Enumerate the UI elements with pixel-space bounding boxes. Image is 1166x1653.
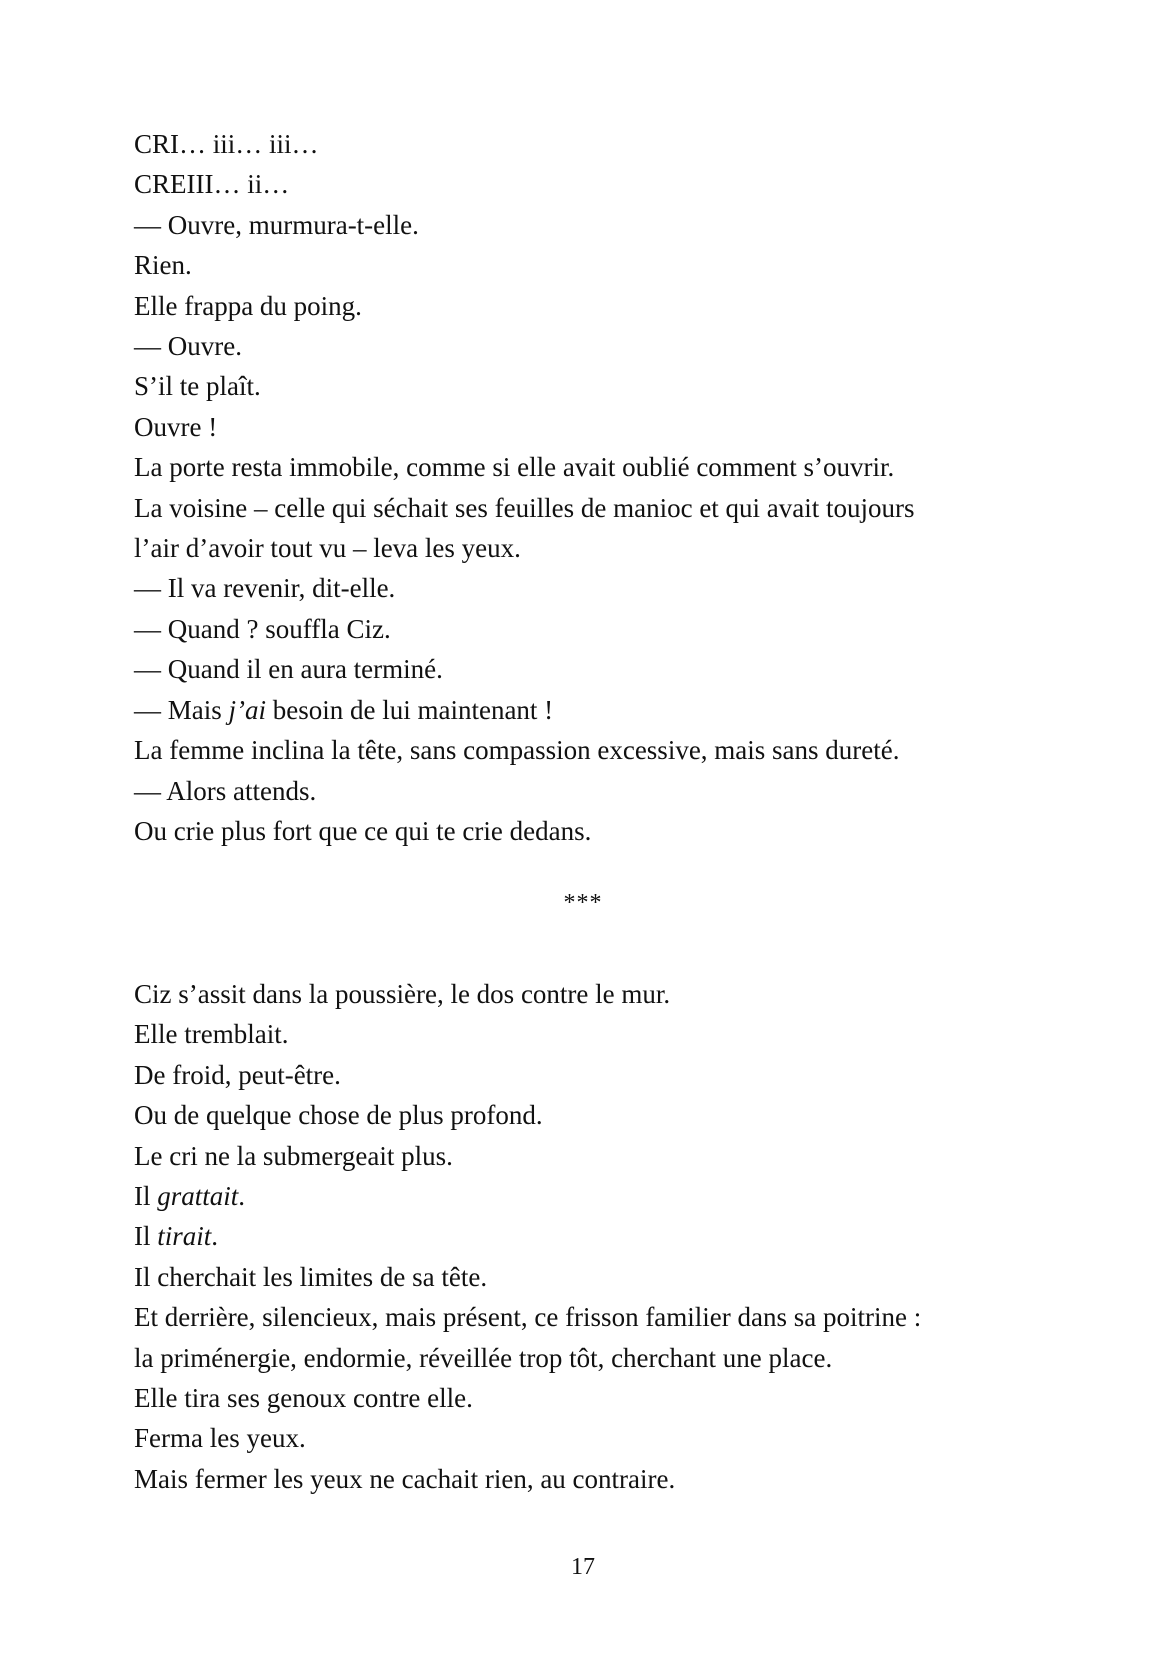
text-line-with-emphasis <box>134 690 1054 730</box>
text-line: La femme inclina la tête, sans compassion excessive, mais sans dureté. <box>134 735 900 766</box>
text-line: Ferma les yeux. <box>134 1423 306 1454</box>
text-line: — Alors attends. <box>134 775 317 806</box>
text-line-with-emphasis <box>134 1216 1054 1256</box>
text-line: Ciz s’assit dans la poussière, le dos contre le mur. <box>134 979 671 1009</box>
page-number: 17 <box>571 1554 595 1580</box>
text-line: De froid, peut-être. <box>134 1059 341 1090</box>
text-line: Elle frappa du poing. <box>134 290 362 321</box>
text-line: CREIII… ii… <box>134 169 290 200</box>
text-line: — Il va revenir, dit-elle. <box>134 573 396 604</box>
text-line: — Quand il en aura terminé. <box>134 654 443 685</box>
section-separator: *** <box>563 890 603 916</box>
text-line: — Quand ? souffla Ciz. <box>134 613 391 644</box>
emphasis-text: grattait <box>157 1181 239 1212</box>
text-line-with-emphasis <box>134 1176 1054 1216</box>
emphasis-text: j’ai <box>228 694 266 725</box>
text-line: Et derrière, silencieux, mais présent, ce frisson familier dans sa poitrine : <box>134 1302 922 1333</box>
text-line: La voisine – celle qui séchait ses feuilles de manioc et qui avait toujours <box>134 492 915 523</box>
text-line: Mais fermer les yeux ne cachait rien, au contraire. <box>134 1463 676 1494</box>
text-line: Elle tremblait. <box>134 1019 289 1050</box>
text-line: Ouvre ! <box>134 411 218 442</box>
text-line: Il cherchait les limites de sa tête. <box>134 1261 488 1292</box>
text-line: CRI… iii… iii… <box>134 129 319 159</box>
section-1 <box>134 124 1054 851</box>
text-line: Ou crie plus fort que ce qui te crie dedans. <box>134 815 592 846</box>
text-segment: . <box>238 1181 246 1212</box>
text-line: — Ouvre, murmura-t-elle. <box>134 209 419 240</box>
text-line: S’il te plaît. <box>134 371 261 402</box>
text-line: l’air d’avoir tout vu – leva les yeux. <box>134 533 521 564</box>
text-line: — Ouvre. <box>134 331 242 362</box>
text-line: La porte resta immobile, comme si elle avait oublié comment s’ouvrir. <box>134 452 895 483</box>
emphasis-text: tirait <box>157 1221 212 1252</box>
text-segment: . <box>211 1221 219 1252</box>
text-line: Elle tira ses genoux contre elle. <box>134 1383 473 1414</box>
text-line: Rien. <box>134 250 192 281</box>
text-segment: besoin de lui maintenant ! <box>266 694 554 725</box>
text-line: Le cri ne la submergeait plus. <box>134 1140 453 1171</box>
text-line: la priménergie, endormie, réveillée trop tôt, cherchant une place. <box>134 1342 833 1373</box>
section-2 <box>134 974 1054 1499</box>
text-segment: Il <box>134 1221 158 1252</box>
text-segment: Il <box>134 1181 158 1212</box>
text-segment: — Mais <box>134 694 229 725</box>
text-line: Ou de quelque chose de plus profond. <box>134 1100 543 1131</box>
